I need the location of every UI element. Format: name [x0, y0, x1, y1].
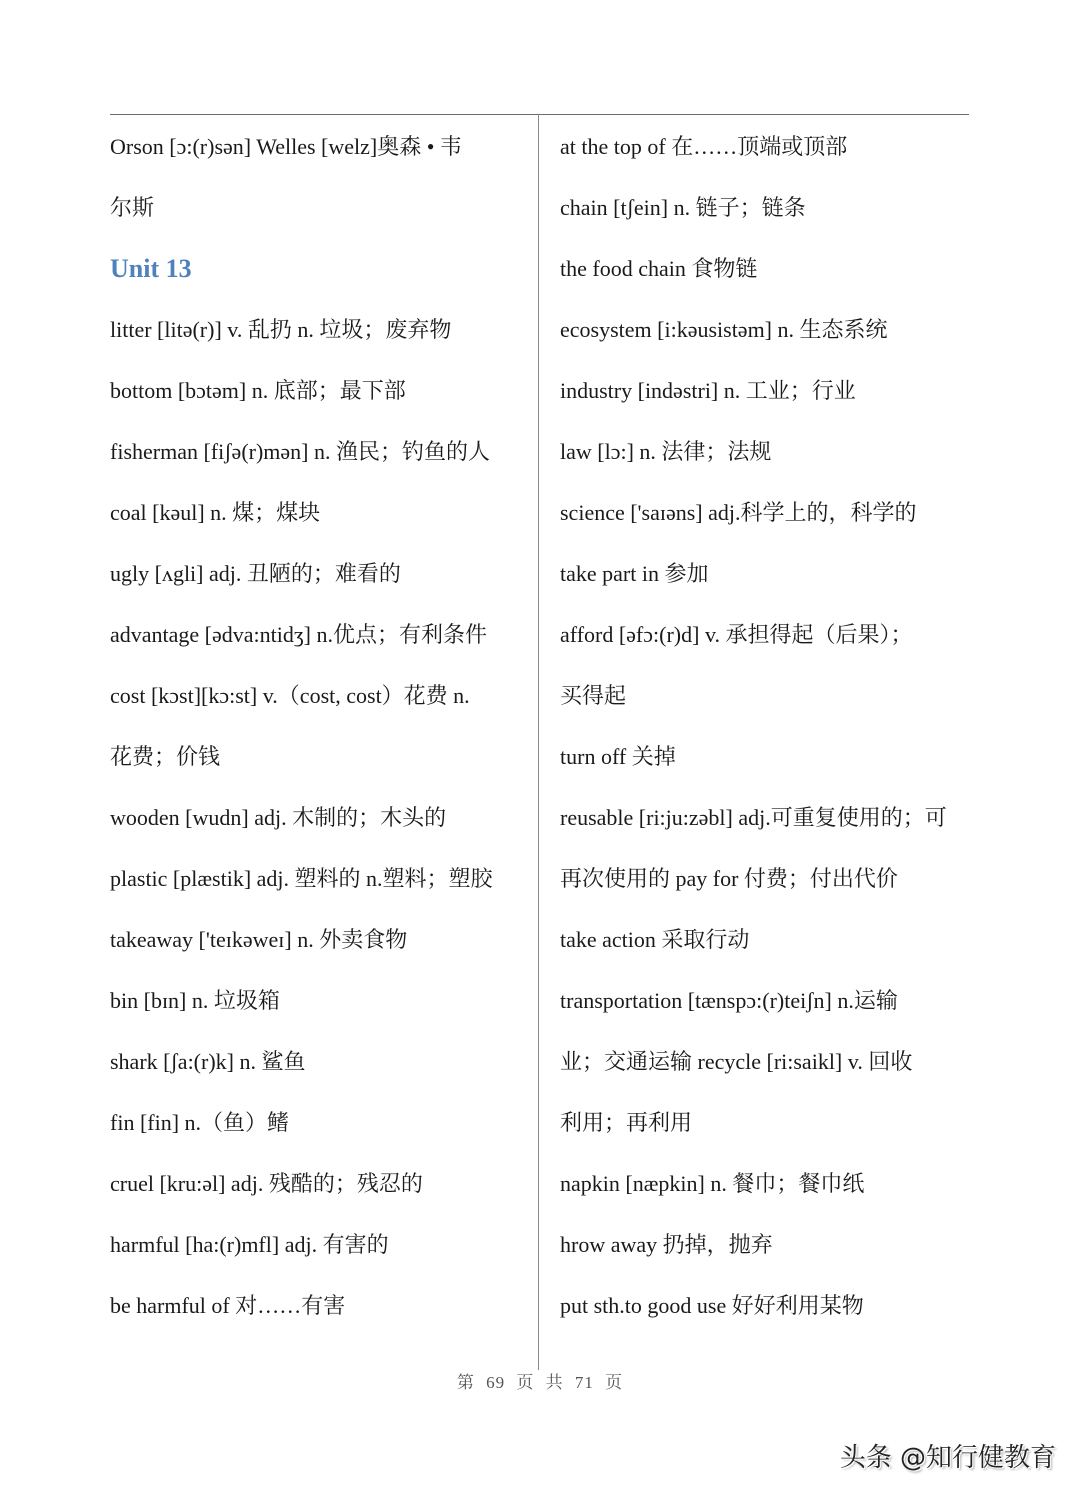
vocab-entry: shark [ʃa:(r)k] n. 鲨鱼: [110, 1049, 306, 1074]
vocab-entry: afford [əfɔ:(r)d] v. 承担得起（后果）；: [560, 622, 913, 647]
vocab-entry: be harmful of 对……有害: [110, 1293, 346, 1318]
vocab-entry: chain [tʃein] n. 链子；链条: [560, 195, 806, 220]
vocab-entry: science ['saɪəns] adj.科学上的，科学的: [560, 500, 917, 525]
vocab-entry: cost [kɔst][kɔ:st] v.（cost, cost）花费 n.: [110, 683, 470, 708]
vocab-entry-continuation: 业；交通运输 recycle [ri:saikl] v. 回收: [560, 1049, 913, 1074]
vocab-entry: plastic [plæstik] adj. 塑料的 n.塑料；塑胶: [110, 866, 493, 891]
vocab-entry-continuation: 再次使用的 pay for 付费；付出代价: [560, 866, 898, 891]
vocab-entry: ugly [ʌgli] adj. 丑陋的；难看的: [110, 561, 401, 586]
vocab-entry: law [lɔ:] n. 法律；法规: [560, 439, 772, 464]
vocab-entry-continuation: 花费；价钱: [110, 744, 221, 769]
vocab-entry: takeaway ['teɪkəweɪ] n. 外卖食物: [110, 927, 408, 952]
vocab-entry-continuation: 买得起: [560, 683, 627, 708]
unit-heading: Unit 13: [110, 254, 192, 283]
vocab-entry: wooden [wudn] adj. 木制的；木头的: [110, 805, 447, 830]
vocab-entry: industry [indəstri] n. 工业；行业: [560, 378, 856, 403]
vocab-entry: at the top of 在……顶端或顶部: [560, 134, 848, 159]
vocab-entry: transportation [tænspɔ:(r)teiʃn] n.运输: [560, 988, 898, 1013]
page-number: 第 69 页 共 71 页: [456, 1373, 624, 1392]
vocab-entry: fin [fin] n.（鱼）鳍: [110, 1110, 290, 1135]
vocab-entry: coal [kəul] n. 煤；煤块: [110, 500, 321, 525]
vocab-entry-continuation: 尔斯: [110, 195, 155, 220]
vocab-entry: bin [bɪn] n. 垃圾箱: [110, 988, 280, 1013]
vocab-entry: reusable [ri:ju:zəbl] adj.可重复使用的；可: [560, 805, 947, 830]
vocab-entry: cruel [kru:əl] adj. 残酷的；残忍的: [110, 1171, 423, 1196]
source-watermark: 头条 @知行健教育: [839, 1443, 1056, 1473]
vocab-entry: take action 采取行动: [560, 927, 750, 952]
vocab-entry: napkin [næpkin] n. 餐巾；餐巾纸: [560, 1171, 865, 1196]
vocab-entry: litter [litə(r)] v. 乱扔 n. 垃圾；废弃物: [110, 317, 452, 342]
vocab-entry: take part in 参加: [560, 561, 709, 586]
vocab-entry: the food chain 食物链: [560, 256, 758, 281]
right-column: [560, 116, 975, 1336]
vocab-entry-continuation: 利用；再利用: [560, 1110, 693, 1135]
vocab-entry: ecosystem [i:kəusistəm] n. 生态系统: [560, 317, 888, 342]
left-column: [110, 116, 530, 1336]
vocab-entry: turn off 关掉: [560, 744, 676, 769]
vocab-entry: bottom [bɔtəm] n. 底部；最下部: [110, 378, 406, 403]
vocab-entry: hrow away 扔掉，抛弃: [560, 1232, 773, 1257]
vocab-entry: Orson [ɔ:(r)sən] Welles [welz]奥森 • 韦: [110, 134, 462, 159]
header-rule: [110, 114, 969, 115]
vocab-entry: put sth.to good use 好好利用某物: [560, 1293, 864, 1318]
column-divider: [538, 114, 539, 1370]
vocab-entry: fisherman [fiʃə(r)mən] n. 渔民；钓鱼的人: [110, 439, 491, 464]
vocab-entry: advantage [ədva:ntidʒ] n.优点；有利条件: [110, 622, 487, 647]
vocab-entry: harmful [ha:(r)mfl] adj. 有害的: [110, 1232, 389, 1257]
